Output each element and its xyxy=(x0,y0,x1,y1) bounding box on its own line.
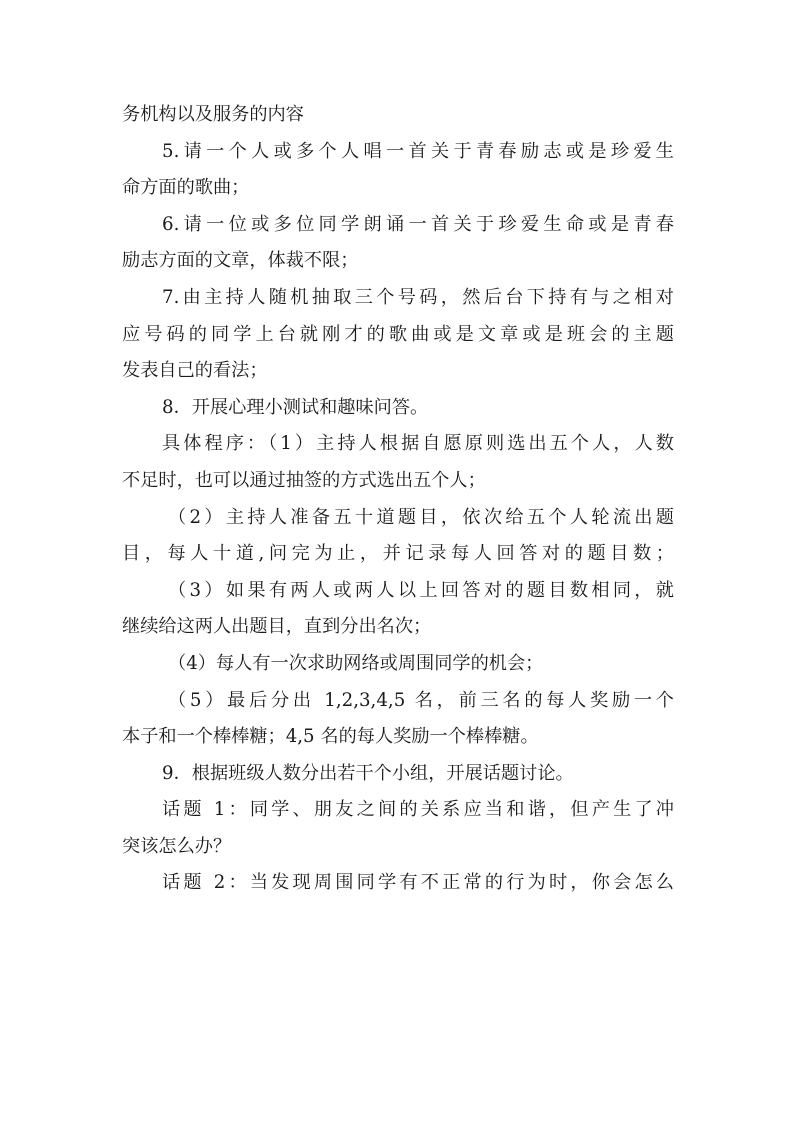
text-line: （3）如果有两人或两人以上回答对的题目数相同，就 xyxy=(168,579,674,601)
text-line: （2）主持人准备五十道题目，依次给五个人轮流出题 xyxy=(168,506,674,528)
text-line: （5）最后分出 1,2,3,4,5 名，前三名的每人奖励一个 xyxy=(168,689,674,711)
text-line: 7.由主持人随机抽取三个号码，然后台下持有与之相对 xyxy=(162,286,674,308)
text-line: 突该怎么办？ xyxy=(122,835,232,857)
text-line: （4）每人有一次求助网络或周围同学的机会； xyxy=(168,652,544,674)
text-line: 应号码的同学上台就刚才的歌曲或是文章或是班会的主题 xyxy=(122,323,674,345)
text-line: 务机构以及服务的内容 xyxy=(122,104,304,125)
text-line: 励志方面的文章，体裁不限； xyxy=(122,250,359,272)
text-line: 发表自己的看法； xyxy=(122,360,268,382)
text-line: 话题 1：同学、朋友之间的关系应当和谐，但产生了冲 xyxy=(162,799,674,821)
text-line: 本子和一个棒棒糖；4,5 名的每人奖励一个棒棒糖。 xyxy=(122,726,539,748)
text-line: 5.请一个人或多个人唱一首关于青春励志或是珍爱生 xyxy=(162,140,674,162)
text-line: 话题 2：当发现周围同学有不正常的行为时，你会怎么 xyxy=(162,872,674,894)
text-line: 目，每人十道,问完为止，并记录每人回答对的题目数； xyxy=(122,543,674,565)
document-body xyxy=(122,97,674,902)
text-line: 不足时，也可以通过抽签的方式选出五个人； xyxy=(122,469,486,491)
text-line: 具体程序：（1）主持人根据自愿原则选出五个人，人数 xyxy=(162,433,674,455)
text-line: 9．根据班级人数分出若干个小组，开展话题讨论。 xyxy=(162,762,574,784)
text-line: 命方面的歌曲； xyxy=(122,177,250,199)
text-line: 继续给这两人出题目，直到分出名次； xyxy=(122,616,432,638)
text-line: 8．开展心理小测试和趣味问答。 xyxy=(162,396,429,418)
text-line: 6.请一位或多位同学朗诵一首关于珍爱生命或是青春 xyxy=(162,213,674,235)
